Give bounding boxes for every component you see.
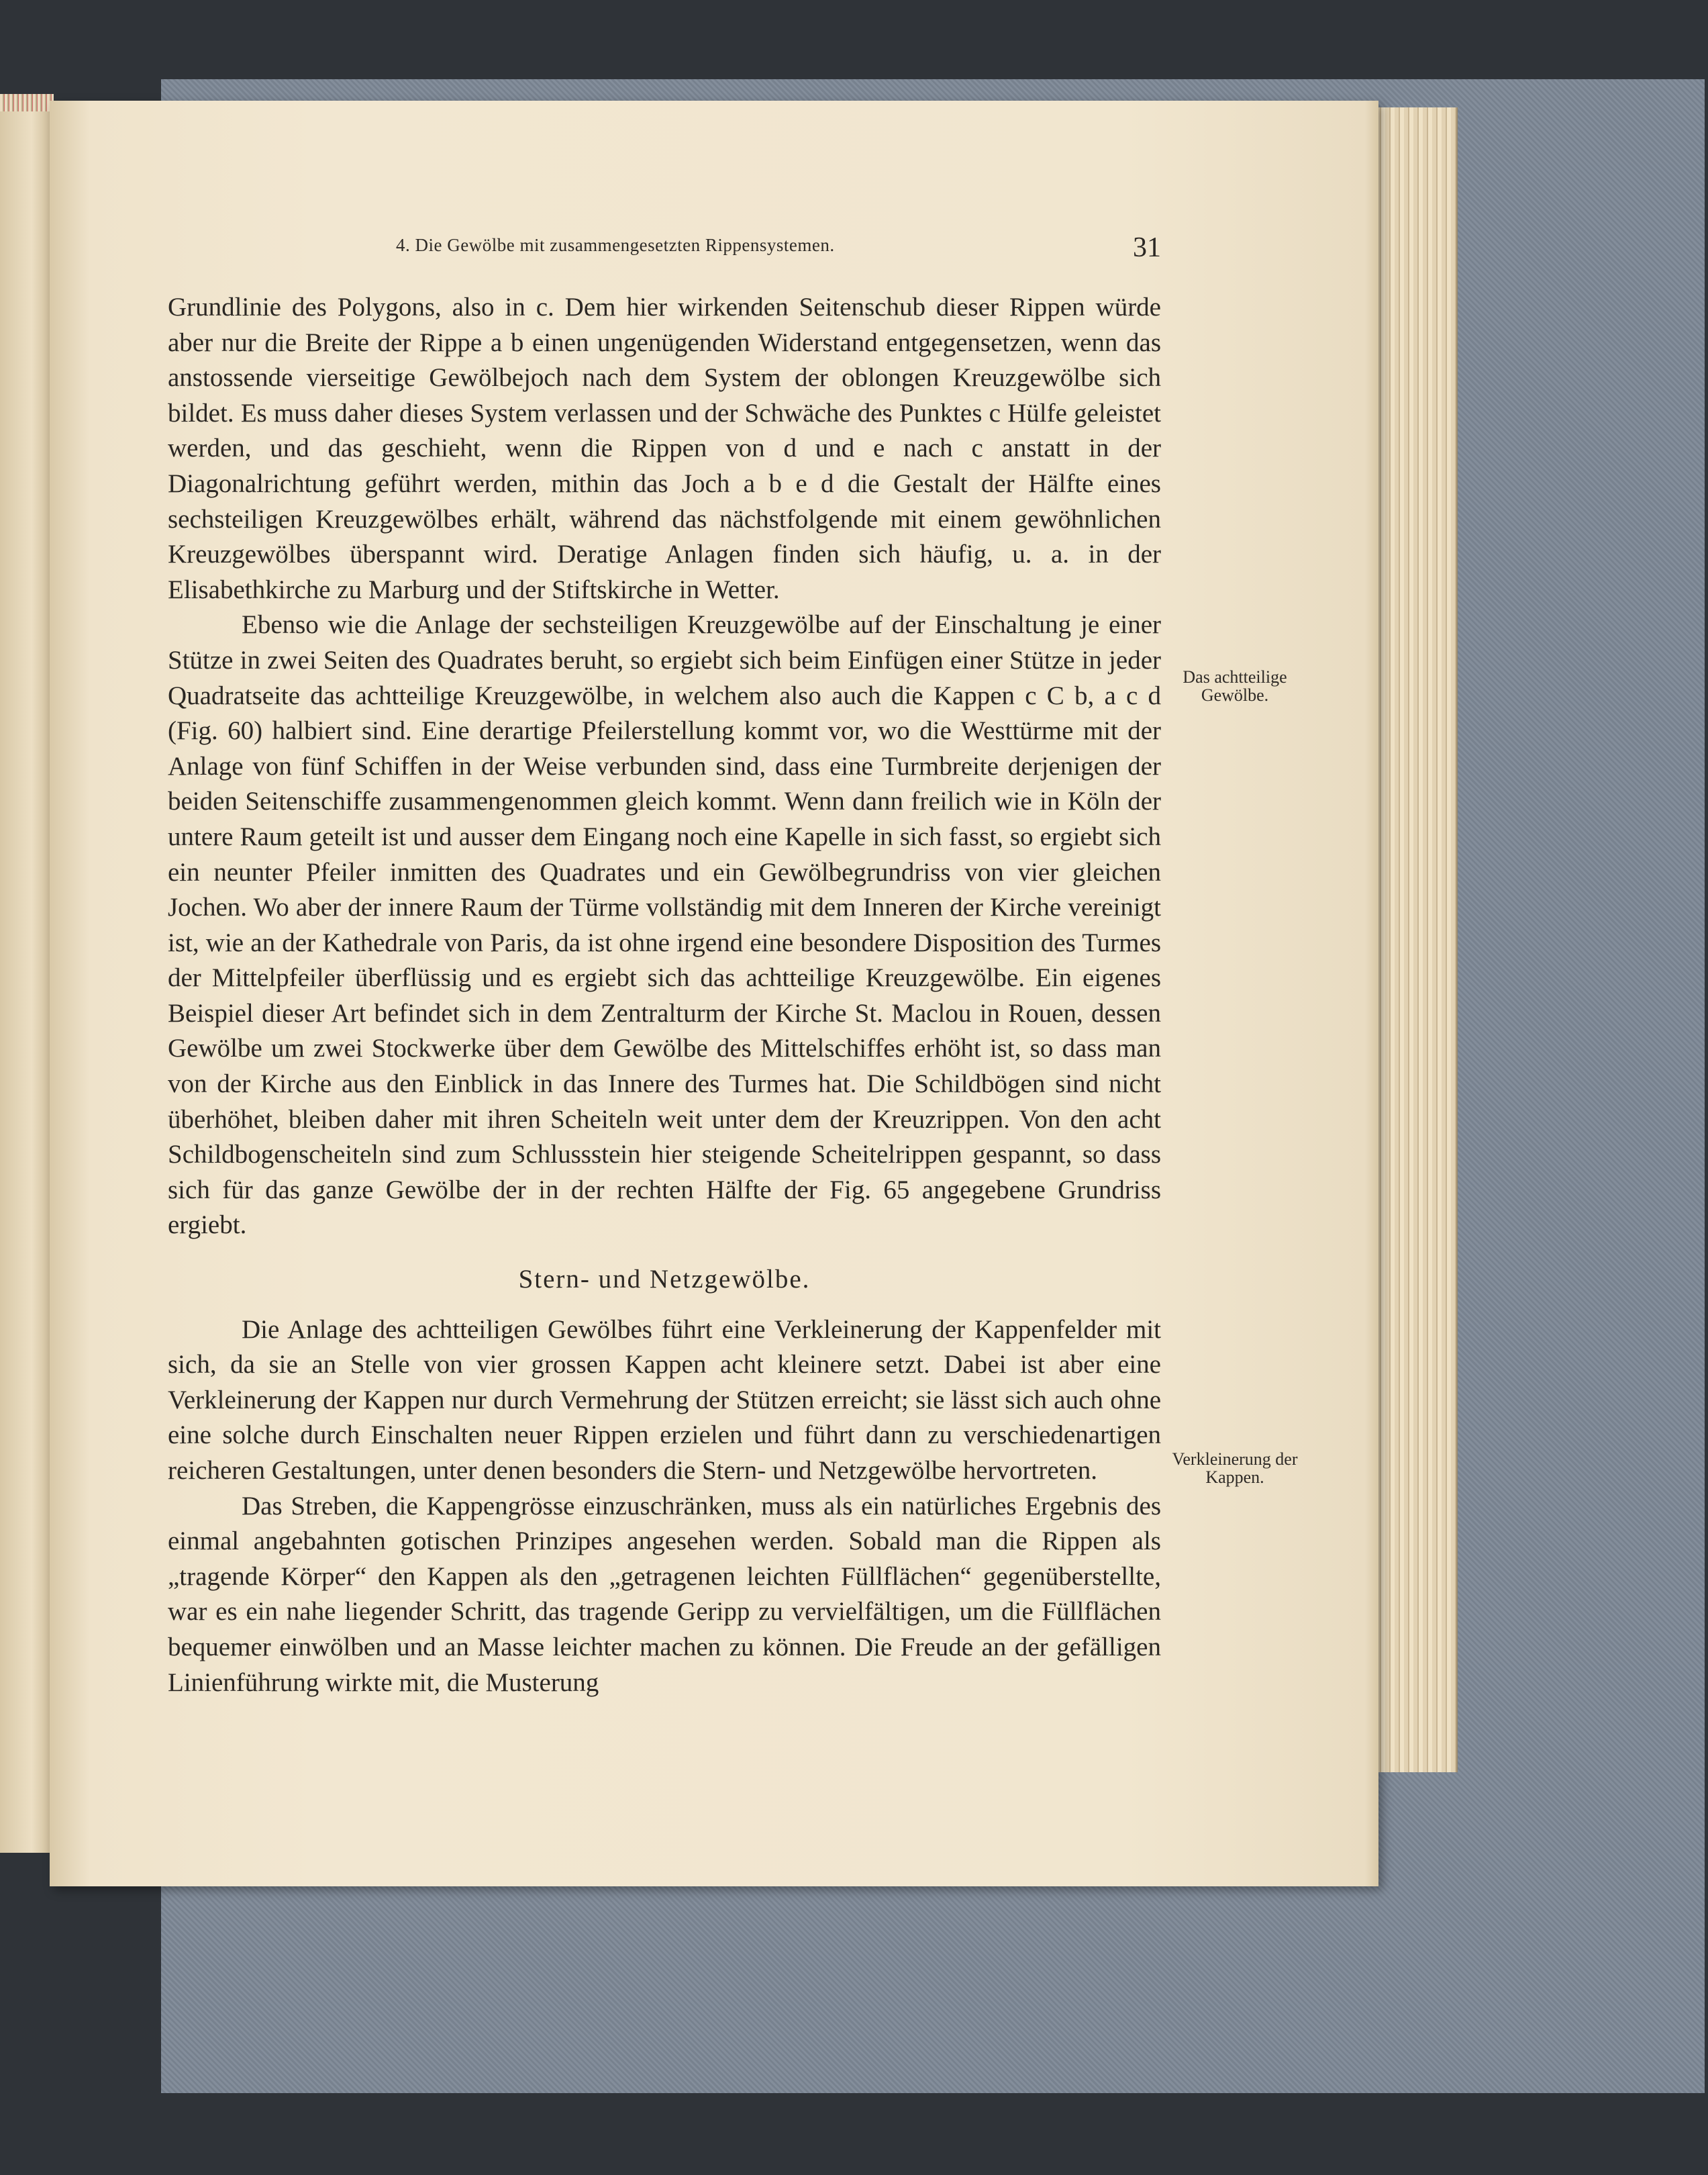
left-page-top-edge [0, 94, 54, 111]
paragraph-1: Grundlinie des Polygons, also in c. Dem hier wirkenden Seitenschub dieser Rippen würde aber nur die Breite der Rippe a b einen ungenügenden Widerstand entgegensetzen, wenn das anstossende vierseitige Gewölbejoch nach dem System der oblongen Kreuzgewölbe sich bildet. Es muss daher dieses System verlassen und der Schwäche des Punktes c Hülfe geleistet werden, und das geschieht, wenn die Rippen von d und e nach c anstatt in der Diagonalrichtung geführt werden, mithin das Joch a b e d die Gestalt der Hälfte eines sechsteiligen Kreuzgewölbes erhält, während das nächstfolgende mit einem gewöhnlichen Kreuzgewölbes überspannt wird. Deratige Anlagen finden sich häufig, u. a. in der Elisabethkirche zu Marburg und der Stiftskirche in Wetter. [168, 293, 1161, 604]
paragraph-2: Ebenso wie die Anlage der sechsteiligen Kreuzgewölbe auf der Einschaltung je einer Stütze in zwei Seiten des Quadrates beruht, so ergiebt sich beim Einfügen einer Stütze in jeder Quadratseite das achtteilige Kreuzgewölbe, in welchem also auch die Kappen c C b, a c d (Fig. 60) halbiert sind. Eine derartige Pfeilerstellung kommt vor, wo die Westtürme mit der Anlage von fünf Schiffen in der Weise verbunden sind, dass eine Turmbreite derjenigen der beiden Seitenschiffe zusammengenommen gleich kommt. Wenn dann freilich wie in Köln der untere Raum geteilt ist und ausser dem Eingang noch eine Kapelle in sich fasst, so ergiebt sich ein neunter Pfeiler inmitten des Quadrates und ein Gewölbegrundriss von vier gleichen Jochen. Wo aber der innere Raum der Türme vollständig mit dem Inneren der Kirche vereinigt ist, wie an der Kathedrale von Paris, da ist ohne irgend eine besondere Disposition des Turmes der Mittelpfeiler überflüssig und es ergiebt sich das achtteilige Kreuzgewölbe. Ein eigenes Beispiel dieser Art befindet sich in dem Zentralturm der Kirche St. Maclou in Rouen, dessen Gewölbe um zwei Stockwerke über dem Gewölbe des Mittelschiffes erhöht ist, so dass man von der Kirche aus den Einblick in das Innere des Turmes hat. Die Schildbögen sind nicht überhöhet, bleiben daher mit ihren Scheiteln weit unter dem der Kreuzrippen. Von den acht Schildbogenscheiteln sind zum Schlussstein hier steigende Scheitelrippen gespannt, so dass sich für das ganze Gewölbe der in der rechten Hälfte der Fig. 65 angegebene Grundriss ergiebt. [168, 610, 1161, 1240]
paragraph-4: Das Streben, die Kappengrösse einzuschränken, muss als ein natürliches Ergebnis des einmal angebahnten gotischen Prinzipes angesehen werden. Sobald man die Rippen als „tragende Körper“ den Kappen als den „getragenen leichten Füllflächen“ gegenüberstellte, war es ein nahe liegender Schritt, das tragende Geripp zu vervielfältigen, um die Füllflächen bequemer einwölben und an Masse leichter machen zu können. Die Freude an der gefälligen Linienführung wirkte mit, die Musterung [168, 1491, 1161, 1697]
page-number: 31 [1133, 232, 1161, 263]
running-title: 4. Die Gewölbe mit zusammengesetzten Rippensystemen. [396, 235, 835, 255]
margin-note-verkleinerung: Verkleinerung der Kappen. [1172, 1449, 1298, 1487]
paragraph-3: Die Anlage des achtteiligen Gewölbes führt eine Verkleinerung der Kappenfelder mit sich, da sie an Stelle von vier grossen Kappen acht kleinere setzt. Dabei ist aber eine Verkleinerung der Kappen nur durch Vermehrung der Stützen erreicht; sie lässt sich auch ohne eine solche durch Einschalten neuer Rippen erzielen und führt dann zu verschiedenartigen reicheren Gestaltungen, unter denen besonders die Stern- und Netzgewölbe hervortreten. [168, 1314, 1161, 1485]
section-heading: Stern- und Netzgewölbe. [518, 1265, 811, 1294]
left-page-edge [0, 107, 52, 1853]
margin-note-achtteilig: Das achtteilige Gewölbe. [1183, 667, 1287, 705]
body-text [168, 290, 1161, 1700]
